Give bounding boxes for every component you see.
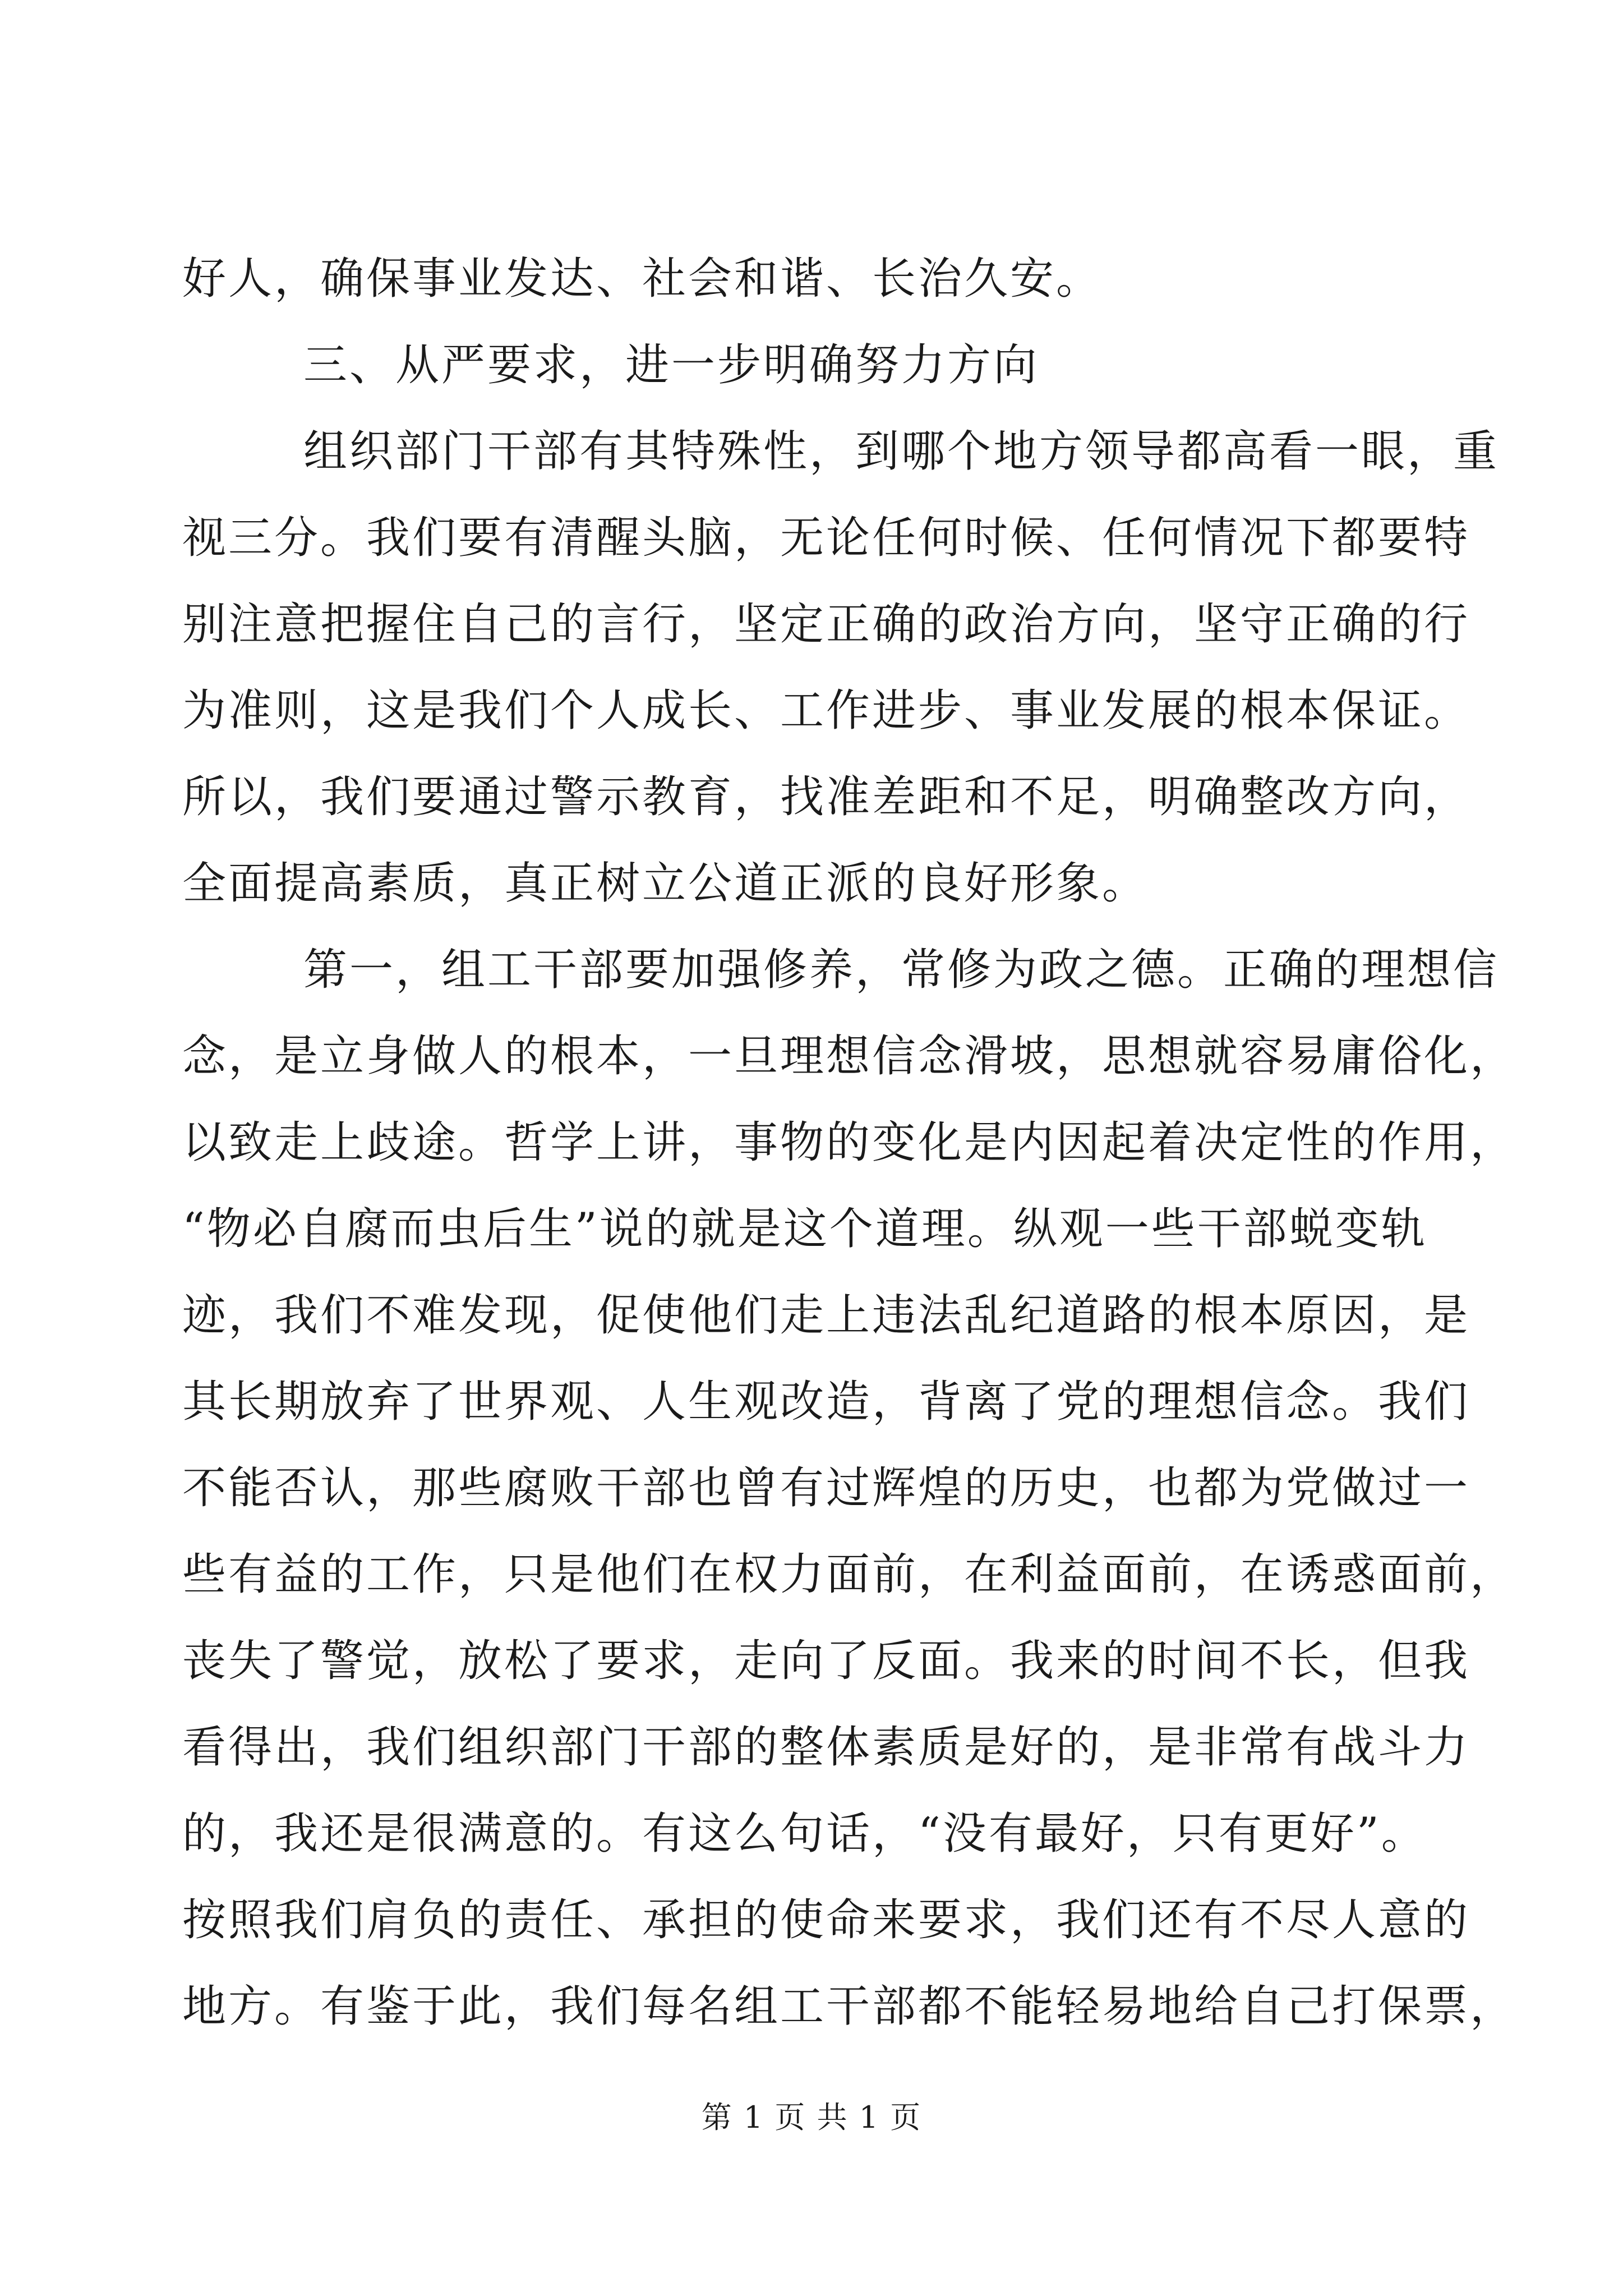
text-line: 别注意把握住自己的言行，坚定正确的政治方向，坚守正确的行 — [182, 599, 1470, 650]
text-line: 迹，我们不难发现，促使他们走上违法乱纪道路的根本原因，是 — [182, 1290, 1470, 1341]
text-line: 的，我还是很满意的。有这么句话，“没有最好，只有更好”。 — [182, 1809, 1427, 1859]
page-number-footer: 第 1 页 共 1 页 — [701, 2100, 922, 2135]
text-line: 为准则，这是我们个人成长、工作进步、事业发展的根本保证。 — [182, 685, 1470, 736]
text-line: 念，是立身做人的根本，一旦理想信念滑坡，思想就容易庸俗化， — [182, 1031, 1516, 1082]
text-line: 第一，组工干部要加强修养，常修为政之德。正确的理想信 — [303, 945, 1500, 995]
text-line: 按照我们肩负的责任、承担的使命来要求，我们还有不尽人意的 — [182, 1895, 1470, 1945]
text-line: 看得出，我们组织部门干部的整体素质是好的，是非常有战斗力 — [182, 1722, 1470, 1773]
section-heading: 三、从严要求，进一步明确努力方向 — [303, 340, 1040, 390]
text-line: 些有益的工作，只是他们在权力面前，在利益面前，在诱惑面前， — [182, 1549, 1516, 1600]
text-line: 地方。有鉴于此，我们每名组工干部都不能轻易地给自己打保票， — [182, 1981, 1516, 2032]
text-line: 不能否认，那些腐败干部也曾有过辉煌的历史，也都为党做过一 — [182, 1463, 1470, 1513]
text-line: “物必自腐而虫后生”说的就是这个道理。纵观一些干部蜕变轨 — [182, 1204, 1427, 1254]
text-line: 丧失了警觉，放松了要求，走向了反面。我来的时间不长，但我 — [182, 1636, 1470, 1686]
text-line: 视三分。我们要有清醒头脑，无论任何时候、任何情况下都要特 — [182, 513, 1470, 563]
text-line: 全面提高素质，真正树立公道正派的良好形象。 — [182, 858, 1149, 909]
text-line: 组织部门干部有其特殊性，到哪个地方领导都高看一眼，重 — [303, 426, 1500, 477]
text-line: 以致走上歧途。哲学上讲，事物的变化是内因起着决定性的作用， — [182, 1117, 1516, 1168]
text-line: 所以，我们要通过警示教育，找准差距和不足，明确整改方向， — [182, 772, 1470, 822]
text-line: 其长期放弃了世界观、人生观改造，背离了党的理想信念。我们 — [182, 1377, 1470, 1427]
text-line: 好人，确保事业发达、社会和谐、长治久安。 — [182, 254, 1103, 304]
